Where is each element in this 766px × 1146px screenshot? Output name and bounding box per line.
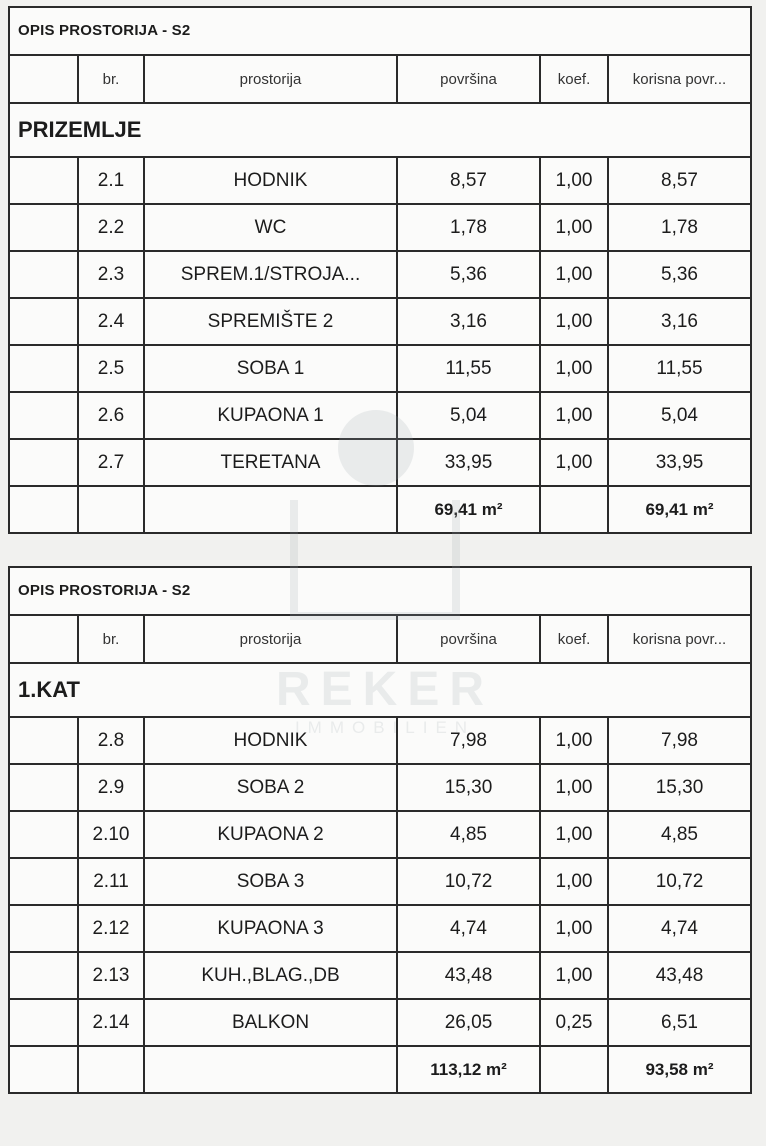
total-area: 69,41 m² (397, 486, 540, 532)
sheet-title: OPIS PROSTORIJA - S2 (10, 568, 750, 616)
room-name: HODNIK (144, 717, 397, 764)
room-coefficient: 1,00 (540, 345, 608, 392)
row-blank (10, 392, 78, 439)
total-blank (10, 486, 78, 532)
room-usable-area: 3,16 (608, 298, 750, 345)
row-blank (10, 157, 78, 204)
room-number: 2.4 (78, 298, 144, 345)
table-row (10, 858, 750, 905)
room-name: SPREMIŠTE 2 (144, 298, 397, 345)
room-coefficient: 1,00 (540, 204, 608, 251)
header-room: prostorija (144, 56, 397, 103)
row-blank (10, 345, 78, 392)
total-area: 113,12 m² (397, 1046, 540, 1092)
header-blank (10, 616, 78, 663)
room-usable-area: 4,85 (608, 811, 750, 858)
room-coefficient: 1,00 (540, 439, 608, 486)
room-usable-area: 10,72 (608, 858, 750, 905)
header-room: prostorija (144, 616, 397, 663)
room-area: 7,98 (397, 717, 540, 764)
header-area: površina (397, 616, 540, 663)
header-usable-area: korisna povr... (608, 616, 750, 663)
room-number: 2.8 (78, 717, 144, 764)
room-table (10, 56, 750, 532)
room-area: 26,05 (397, 999, 540, 1046)
room-coefficient: 1,00 (540, 298, 608, 345)
room-number: 2.2 (78, 204, 144, 251)
room-number: 2.14 (78, 999, 144, 1046)
room-area: 3,16 (397, 298, 540, 345)
room-coefficient: 1,00 (540, 717, 608, 764)
section-row (10, 103, 750, 157)
row-blank (10, 811, 78, 858)
total-usable-area: 93,58 m² (608, 1046, 750, 1092)
room-name: SOBA 1 (144, 345, 397, 392)
room-name: KUPAONA 3 (144, 905, 397, 952)
table-row (10, 157, 750, 204)
room-name: BALKON (144, 999, 397, 1046)
room-coefficient: 1,00 (540, 392, 608, 439)
room-area: 5,36 (397, 251, 540, 298)
row-blank (10, 764, 78, 811)
total-row (10, 486, 750, 532)
room-table-ground-floor (8, 6, 752, 534)
header-row (10, 616, 750, 663)
room-number: 2.7 (78, 439, 144, 486)
total-blank (78, 486, 144, 532)
room-usable-area: 8,57 (608, 157, 750, 204)
room-name: WC (144, 204, 397, 251)
room-usable-area: 11,55 (608, 345, 750, 392)
room-number: 2.6 (78, 392, 144, 439)
room-usable-area: 43,48 (608, 952, 750, 999)
table-row (10, 439, 750, 486)
room-name: KUPAONA 1 (144, 392, 397, 439)
table-row (10, 251, 750, 298)
room-name: KUH.,BLAG.,DB (144, 952, 397, 999)
room-coefficient: 1,00 (540, 858, 608, 905)
header-blank (10, 56, 78, 103)
room-usable-area: 33,95 (608, 439, 750, 486)
room-number: 2.3 (78, 251, 144, 298)
room-name: SOBA 3 (144, 858, 397, 905)
row-blank (10, 999, 78, 1046)
room-usable-area: 1,78 (608, 204, 750, 251)
section-title: 1.KAT (10, 663, 750, 717)
room-coefficient: 1,00 (540, 952, 608, 999)
section-title: PRIZEMLJE (10, 103, 750, 157)
room-number: 2.11 (78, 858, 144, 905)
header-row (10, 56, 750, 103)
room-area: 10,72 (397, 858, 540, 905)
table-row (10, 392, 750, 439)
row-blank (10, 439, 78, 486)
room-number: 2.5 (78, 345, 144, 392)
table-row (10, 905, 750, 952)
room-coefficient: 0,25 (540, 999, 608, 1046)
header-number: br. (78, 56, 144, 103)
row-blank (10, 905, 78, 952)
room-coefficient: 1,00 (540, 251, 608, 298)
row-blank (10, 298, 78, 345)
row-blank (10, 204, 78, 251)
total-blank (540, 1046, 608, 1092)
row-blank (10, 251, 78, 298)
room-name: KUPAONA 2 (144, 811, 397, 858)
header-area: površina (397, 56, 540, 103)
room-usable-area: 6,51 (608, 999, 750, 1046)
total-blank (144, 486, 397, 532)
row-blank (10, 717, 78, 764)
row-blank (10, 952, 78, 999)
table-row (10, 204, 750, 251)
room-area: 15,30 (397, 764, 540, 811)
total-blank (144, 1046, 397, 1092)
room-name: SOBA 2 (144, 764, 397, 811)
room-coefficient: 1,00 (540, 905, 608, 952)
room-usable-area: 4,74 (608, 905, 750, 952)
room-name: TERETANA (144, 439, 397, 486)
room-usable-area: 7,98 (608, 717, 750, 764)
room-usable-area: 5,04 (608, 392, 750, 439)
room-area: 1,78 (397, 204, 540, 251)
header-coefficient: koef. (540, 56, 608, 103)
table-row (10, 717, 750, 764)
room-number: 2.12 (78, 905, 144, 952)
room-name: SPREM.1/STROJA... (144, 251, 397, 298)
sheet-title: OPIS PROSTORIJA - S2 (10, 8, 750, 56)
total-blank (10, 1046, 78, 1092)
room-usable-area: 15,30 (608, 764, 750, 811)
room-number: 2.10 (78, 811, 144, 858)
room-number: 2.1 (78, 157, 144, 204)
room-area: 33,95 (397, 439, 540, 486)
room-area: 4,85 (397, 811, 540, 858)
header-coefficient: koef. (540, 616, 608, 663)
total-row (10, 1046, 750, 1092)
room-name: HODNIK (144, 157, 397, 204)
room-table (10, 616, 750, 1092)
table-row (10, 764, 750, 811)
total-blank (78, 1046, 144, 1092)
room-coefficient: 1,00 (540, 764, 608, 811)
room-table-first-floor (8, 566, 752, 1094)
total-blank (540, 486, 608, 532)
table-row (10, 298, 750, 345)
row-blank (10, 858, 78, 905)
table-row (10, 999, 750, 1046)
room-area: 43,48 (397, 952, 540, 999)
room-area: 11,55 (397, 345, 540, 392)
header-number: br. (78, 616, 144, 663)
room-number: 2.13 (78, 952, 144, 999)
total-usable-area: 69,41 m² (608, 486, 750, 532)
room-area: 8,57 (397, 157, 540, 204)
table-row (10, 952, 750, 999)
room-number: 2.9 (78, 764, 144, 811)
header-usable-area: korisna povr... (608, 56, 750, 103)
room-area: 4,74 (397, 905, 540, 952)
section-row (10, 663, 750, 717)
room-coefficient: 1,00 (540, 157, 608, 204)
table-row (10, 811, 750, 858)
table-row (10, 345, 750, 392)
room-usable-area: 5,36 (608, 251, 750, 298)
room-coefficient: 1,00 (540, 811, 608, 858)
room-area: 5,04 (397, 392, 540, 439)
